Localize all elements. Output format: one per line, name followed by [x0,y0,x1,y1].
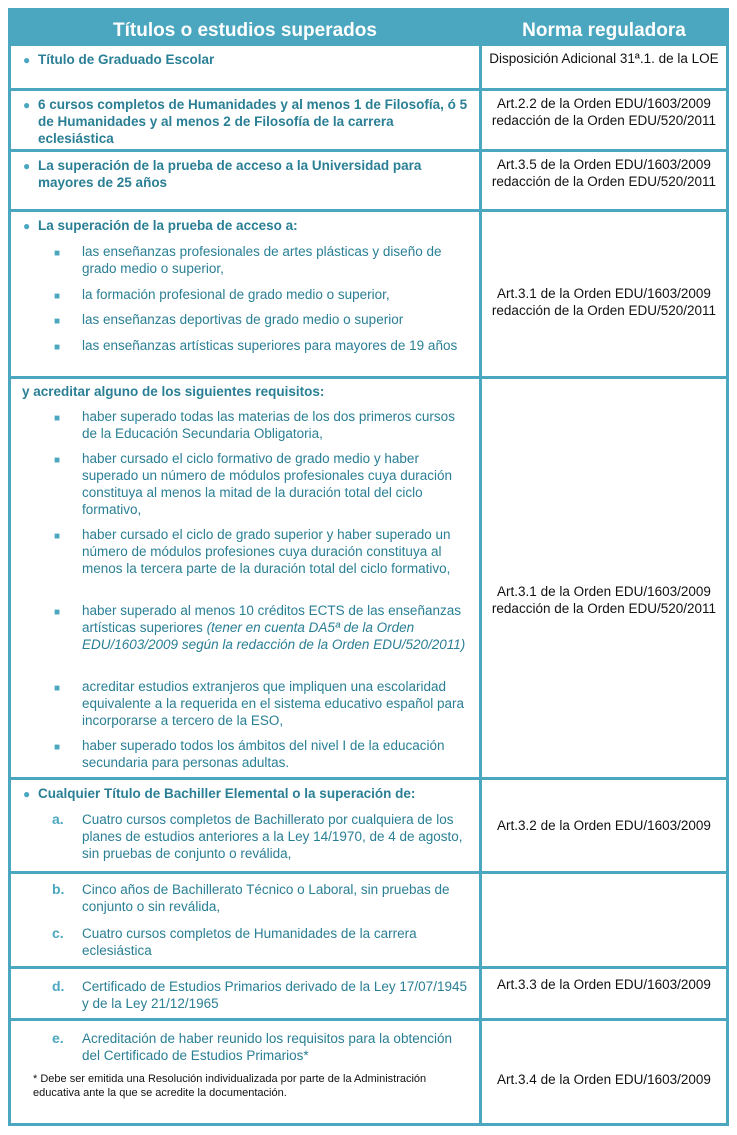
list-letter: c. [52,925,64,941]
list-item: Cuatro cursos completos de Humanidades de la carrera eclesiástica [82,926,417,958]
norma-text: Art.3.3 de la Orden EDU/1603/2009 [497,977,711,992]
header-titulos: Títulos o estudios superados [113,20,377,41]
square-bullet-icon: ■ [54,607,61,618]
table-row [11,379,726,777]
bullet-icon: ● [23,219,31,233]
list-letter: b. [52,881,65,897]
norma-text: Art.2.2 de la Orden EDU/1603/2009 redacción de la Orden EDU/520/2011 [491,96,717,128]
norma-text: Art.3.2 de la Orden EDU/1603/2009 [497,818,711,833]
row-title: La superación de la prueba de acceso a la Universidad para mayores de 25 años [38,158,422,190]
list-item: Acreditación de haber reunido los requisitos para la obtención del Certificado de Estudios Primarios* [82,1031,452,1063]
norma-text: Disposición Adicional 31ª.1. de la LOE [489,51,719,66]
table-row [11,780,726,871]
norma-text: Art.3.4 de la Orden EDU/1603/2009 [497,1072,711,1087]
requirements-table [8,8,729,1126]
list-item: las enseñanzas artísticas superiores para mayores de 19 años [82,338,458,353]
list-item-note: (tener en cuenta DA5ª de la Orden EDU/1603/2009 según la redacción de la Orden EDU/520/2011) [82,620,466,652]
square-bullet-icon: ■ [54,316,61,327]
table-row [11,1021,726,1123]
footnote: * Debe ser emitida una Resolución individualizada por parte de la Administración educativa ante la que se acredite la documentación. [33,1073,427,1099]
table-row [11,969,726,1018]
list-item: haber cursado el ciclo de grado superior y haber superado un número de módulos profesiones cuya duración constituya al menos la tercera parte de la duración total del ciclo formativo, [82,527,451,576]
table-row [11,874,726,966]
table-row [11,212,726,376]
list-item: Cinco años de Bachillerato Técnico o Laboral, sin pruebas de conjunto o sin reválida, [82,882,450,914]
square-bullet-icon: ■ [54,683,61,694]
square-bullet-icon: ■ [54,291,61,302]
list-letter: a. [52,811,64,827]
square-bullet-icon: ■ [54,742,61,753]
table-row [11,46,726,88]
row-title: Título de Graduado Escolar [38,52,215,67]
list-item: la formación profesional de grado medio o superior, [82,287,390,302]
list-item: Certificado de Estudios Primarios derivado de la Ley 17/07/1945 y de la Ley 21/12/1965 [82,979,467,1011]
list-item: Cuatro cursos completos de Bachillerato por cualquiera de los planes de estudios anteriores a la Ley 14/1970, de 4 de agosto, sin pruebas de conjunto o reválida, [82,812,463,861]
square-bullet-icon: ■ [54,455,61,466]
list-item: las enseñanzas deportivas de grado medio o superior [82,312,404,327]
table-row [11,152,726,209]
norma-text: Art.3.1 de la Orden EDU/1603/2009 redacción de la Orden EDU/520/2011 [491,286,717,318]
row-heading: Cualquier Título de Bachiller Elemental o la superación de: [38,786,416,801]
square-bullet-icon: ■ [54,342,61,353]
bullet-icon: ● [23,159,31,173]
row-heading: y acreditar alguno de los siguientes requisitos: [22,384,325,399]
list-item: acreditar estudios extranjeros que impliquen una escolaridad equivalente a la requerida en el sistema educativo español para incorporarse a tercero de la ESO, [82,679,465,728]
list-item: haber superado todas las materias de los dos primeros cursos de la Educación Secundaria Obligatoria, [82,409,455,441]
norma-text: Art.3.5 de la Orden EDU/1603/2009 redacción de la Orden EDU/520/2011 [491,157,717,189]
list-item [82,602,473,653]
bullet-icon: ● [23,53,31,67]
bullet-icon: ● [23,98,31,112]
bullet-icon: ● [23,787,31,801]
square-bullet-icon: ■ [54,248,61,259]
row-title: 6 cursos completos de Humanidades y al menos 1 de Filosofía, ó 5 de Humanidades y al menos 2 de Filosofía de la carrera eclesiástica [38,97,468,146]
list-letter: e. [52,1030,64,1046]
list-item: haber superado todos los ámbitos del nivel I de la educación secundaria para personas adultas. [82,738,445,770]
table-row [11,91,726,149]
list-letter: d. [52,978,65,994]
square-bullet-icon: ■ [54,531,61,542]
list-item-text: haber superado al menos 10 créditos ECTS de las enseñanzas artísticas superiores [82,603,461,635]
list-item: haber cursado el ciclo formativo de grado medio y haber superado un número de módulos profesionales cuya duración constituya al menos la mitad de la duración total del ciclo formativo, [82,451,452,517]
norma-text: Art.3.1 de la Orden EDU/1603/2009 redacción de la Orden EDU/520/2011 [491,584,717,616]
list-item: las enseñanzas profesionales de artes plásticas y diseño de grado medio o superior, [82,244,442,276]
header-norma: Norma reguladora [522,20,686,41]
square-bullet-icon: ■ [54,413,61,424]
row-heading: La superación de la prueba de acceso a: [38,218,298,233]
